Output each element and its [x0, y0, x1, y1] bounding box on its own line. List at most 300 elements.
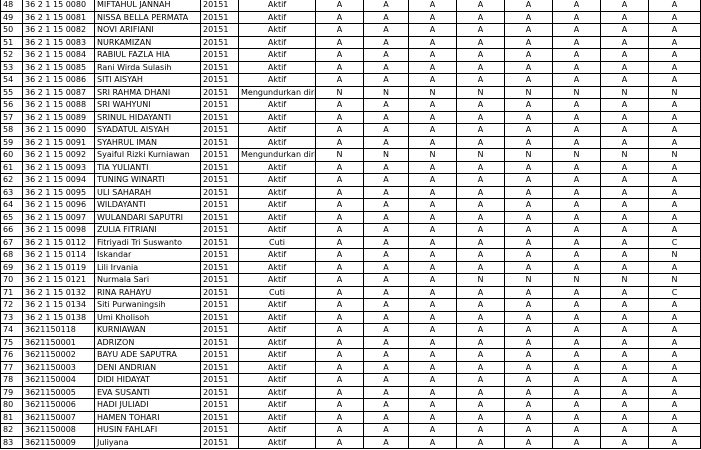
semester-status-cell: A [457, 99, 505, 112]
semester-status-cell: A [457, 399, 505, 412]
semester-status-cell: A [601, 361, 649, 374]
semester-status-cell: N [553, 86, 601, 99]
semester-status-cell: A [553, 186, 601, 199]
semester-status-cell: A [409, 399, 457, 412]
semester-status-cell: A [601, 211, 649, 224]
semester-status-cell: A [601, 161, 649, 174]
table-row [1, 99, 701, 112]
semester-status-cell: A [505, 324, 553, 337]
row-number: 55 [1, 86, 23, 99]
semester-status-cell: A [316, 336, 364, 349]
semester-status-cell: A [505, 61, 553, 74]
semester-status-cell: A [553, 411, 601, 424]
student-name: Fitriyadi Tri Suswanto [95, 236, 201, 249]
period-code: 20151 [201, 211, 239, 224]
semester-status-cell: A [316, 436, 364, 449]
semester-status-cell: A [409, 174, 457, 187]
semester-status-cell: A [457, 324, 505, 337]
semester-status-cell: A [457, 436, 505, 449]
semester-status-cell: A [364, 261, 409, 274]
period-code: 20151 [201, 24, 239, 37]
period-code: 20151 [201, 174, 239, 187]
row-number: 49 [1, 11, 23, 24]
semester-status-cell: A [409, 349, 457, 362]
period-code: 20151 [201, 286, 239, 299]
student-id: 36 2 1 15 0097 [23, 211, 95, 224]
semester-status-cell: A [316, 386, 364, 399]
table-row [1, 386, 701, 399]
student-name: HAMEN TOHARI [95, 411, 201, 424]
semester-status-cell: A [601, 311, 649, 324]
semester-status-cell: A [553, 386, 601, 399]
semester-status-cell: A [364, 386, 409, 399]
table-row [1, 349, 701, 362]
table-row [1, 274, 701, 287]
student-id: 36 2 1 15 0119 [23, 261, 95, 274]
table-row [1, 61, 701, 74]
student-status: Aktif [239, 399, 316, 412]
row-number: 77 [1, 361, 23, 374]
semester-status-cell: A [364, 374, 409, 387]
semester-status-cell: A [316, 224, 364, 237]
semester-status-cell: A [316, 61, 364, 74]
semester-status-cell: A [553, 161, 601, 174]
table-row [1, 324, 701, 337]
semester-status-cell: A [553, 374, 601, 387]
semester-status-cell: A [553, 236, 601, 249]
semester-status-cell: A [457, 49, 505, 62]
student-status: Aktif [239, 336, 316, 349]
semester-status-cell: A [409, 274, 457, 287]
semester-status-cell: A [316, 111, 364, 124]
student-status: Aktif [239, 174, 316, 187]
semester-status-cell: A [364, 236, 409, 249]
semester-status-cell: A [316, 136, 364, 149]
semester-status-cell: A [649, 399, 701, 412]
semester-status-cell: N [457, 274, 505, 287]
student-id: 36 2 1 15 0088 [23, 99, 95, 112]
semester-status-cell: A [601, 286, 649, 299]
semester-status-cell: A [505, 299, 553, 312]
semester-status-cell: A [601, 199, 649, 212]
semester-status-cell: A [364, 199, 409, 212]
semester-status-cell: A [409, 336, 457, 349]
semester-status-cell: A [553, 99, 601, 112]
semester-status-cell: A [316, 311, 364, 324]
student-id: 36 2 1 15 0084 [23, 49, 95, 62]
student-status: Aktif [239, 111, 316, 124]
table-row [1, 136, 701, 149]
semester-status-cell: A [409, 111, 457, 124]
semester-status-cell: A [457, 349, 505, 362]
semester-status-cell: A [364, 324, 409, 337]
student-name: HADI JULIADI [95, 399, 201, 412]
semester-status-cell: A [409, 99, 457, 112]
row-number: 56 [1, 99, 23, 112]
semester-status-cell: A [457, 74, 505, 87]
semester-status-cell: N [649, 149, 701, 162]
semester-status-cell: A [316, 411, 364, 424]
semester-status-cell: A [316, 274, 364, 287]
semester-status-cell: A [409, 0, 457, 11]
semester-status-cell: A [364, 24, 409, 37]
semester-status-cell: A [553, 49, 601, 62]
semester-status-cell: A [649, 386, 701, 399]
semester-status-cell: A [553, 436, 601, 449]
student-name: TUNING WINARTI [95, 174, 201, 187]
row-number: 80 [1, 399, 23, 412]
semester-status-cell: A [316, 424, 364, 437]
semester-status-cell: A [649, 374, 701, 387]
student-id: 36 2 1 15 0086 [23, 74, 95, 87]
semester-status-cell: N [409, 86, 457, 99]
period-code: 20151 [201, 74, 239, 87]
student-status: Aktif [239, 161, 316, 174]
row-number: 78 [1, 374, 23, 387]
period-code: 20151 [201, 36, 239, 49]
student-status: Aktif [239, 274, 316, 287]
semester-status-cell: N [649, 86, 701, 99]
semester-status-cell: A [649, 436, 701, 449]
student-name: SRI RAHMA DHANI [95, 86, 201, 99]
table-row [1, 86, 701, 99]
student-status: Aktif [239, 436, 316, 449]
period-code: 20151 [201, 49, 239, 62]
row-number: 74 [1, 324, 23, 337]
semester-status-cell: A [505, 99, 553, 112]
semester-status-cell: N [316, 149, 364, 162]
semester-status-cell: A [601, 36, 649, 49]
semester-status-cell: A [457, 424, 505, 437]
semester-status-cell: A [364, 11, 409, 24]
semester-status-cell: A [409, 136, 457, 149]
student-status: Aktif [239, 36, 316, 49]
student-id: 36 2 1 15 0087 [23, 86, 95, 99]
semester-status-cell: N [457, 149, 505, 162]
row-number: 82 [1, 424, 23, 437]
period-code: 20151 [201, 361, 239, 374]
semester-status-cell: A [505, 186, 553, 199]
semester-status-cell: A [601, 136, 649, 149]
semester-status-cell: A [553, 399, 601, 412]
period-code: 20151 [201, 311, 239, 324]
semester-status-cell: A [649, 336, 701, 349]
student-status: Aktif [239, 224, 316, 237]
semester-status-cell: A [505, 124, 553, 137]
student-id: 3621150003 [23, 361, 95, 374]
semester-status-cell: A [649, 11, 701, 24]
semester-status-cell: A [553, 174, 601, 187]
semester-status-cell: A [409, 124, 457, 137]
semester-status-cell: A [553, 211, 601, 224]
semester-status-cell: A [457, 386, 505, 399]
student-id: 3621150118 [23, 324, 95, 337]
table-row [1, 24, 701, 37]
student-id: 36 2 1 15 0082 [23, 24, 95, 37]
table-row [1, 149, 701, 162]
period-code: 20151 [201, 0, 239, 11]
student-status: Aktif [239, 0, 316, 11]
semester-status-cell: A [457, 224, 505, 237]
period-code: 20151 [201, 249, 239, 262]
semester-status-cell: A [457, 36, 505, 49]
semester-status-cell: A [409, 286, 457, 299]
semester-status-cell: N [505, 86, 553, 99]
semester-status-cell: A [409, 424, 457, 437]
semester-status-cell: A [457, 136, 505, 149]
semester-status-cell: C [649, 286, 701, 299]
semester-status-cell: A [601, 0, 649, 11]
period-code: 20151 [201, 61, 239, 74]
row-number: 67 [1, 236, 23, 249]
semester-status-cell: N [364, 149, 409, 162]
table-row [1, 49, 701, 62]
semester-status-cell: A [649, 111, 701, 124]
student-name: RINA RAHAYU [95, 286, 201, 299]
period-code: 20151 [201, 186, 239, 199]
period-code: 20151 [201, 136, 239, 149]
semester-status-cell: A [364, 0, 409, 11]
semester-status-cell: A [601, 24, 649, 37]
semester-status-cell: A [505, 261, 553, 274]
semester-status-cell: A [364, 274, 409, 287]
row-number: 76 [1, 349, 23, 362]
semester-status-cell: A [409, 436, 457, 449]
semester-status-cell: A [649, 49, 701, 62]
table-row [1, 261, 701, 274]
semester-status-cell: A [505, 49, 553, 62]
semester-status-cell: A [505, 199, 553, 212]
semester-status-cell: A [364, 61, 409, 74]
semester-status-cell: A [553, 299, 601, 312]
semester-status-cell: A [649, 61, 701, 74]
semester-status-cell: A [364, 74, 409, 87]
semester-status-cell: A [316, 99, 364, 112]
student-status: Aktif [239, 136, 316, 149]
row-number: 72 [1, 299, 23, 312]
student-id: 36 2 1 15 0093 [23, 161, 95, 174]
semester-status-cell: A [553, 111, 601, 124]
semester-status-cell: A [505, 174, 553, 187]
semester-status-cell: A [316, 49, 364, 62]
semester-status-cell: A [553, 0, 601, 11]
student-name: SRI WAHYUNI [95, 99, 201, 112]
semester-status-cell: A [364, 411, 409, 424]
semester-status-cell: A [601, 324, 649, 337]
semester-status-cell: A [505, 0, 553, 11]
student-id: 3621150006 [23, 399, 95, 412]
student-status: Aktif [239, 386, 316, 399]
table-row [1, 411, 701, 424]
student-name: DIDI HIDAYAT [95, 374, 201, 387]
semester-status-cell: A [316, 199, 364, 212]
semester-status-cell: A [601, 386, 649, 399]
student-id: 36 2 1 15 0094 [23, 174, 95, 187]
semester-status-cell: A [457, 286, 505, 299]
period-code: 20151 [201, 224, 239, 237]
semester-status-cell: A [457, 336, 505, 349]
table-row [1, 249, 701, 262]
semester-status-cell: A [649, 0, 701, 11]
semester-status-cell: A [364, 136, 409, 149]
semester-status-cell: A [649, 174, 701, 187]
semester-status-cell: A [505, 411, 553, 424]
semester-status-cell: A [364, 49, 409, 62]
semester-status-cell: A [457, 249, 505, 262]
semester-status-cell: A [601, 49, 649, 62]
row-number: 54 [1, 74, 23, 87]
semester-status-cell: A [457, 236, 505, 249]
semester-status-cell: A [364, 186, 409, 199]
student-name: Rani Wirda Sulasih [95, 61, 201, 74]
student-name: SITI AISYAH [95, 74, 201, 87]
semester-status-cell: A [316, 374, 364, 387]
student-id: 36 2 1 15 0085 [23, 61, 95, 74]
table-row [1, 36, 701, 49]
student-status: Aktif [239, 361, 316, 374]
semester-status-cell: A [505, 11, 553, 24]
row-number: 73 [1, 311, 23, 324]
student-id: 36 2 1 15 0132 [23, 286, 95, 299]
semester-status-cell: A [409, 211, 457, 224]
student-id: 3621150004 [23, 374, 95, 387]
row-number: 79 [1, 386, 23, 399]
semester-status-cell: A [601, 399, 649, 412]
period-code: 20151 [201, 324, 239, 337]
semester-status-cell: A [457, 174, 505, 187]
student-status: Aktif [239, 261, 316, 274]
student-name: NOVI ARIFIANI [95, 24, 201, 37]
semester-status-cell: A [457, 111, 505, 124]
student-name: SYAHRUL IMAN [95, 136, 201, 149]
semester-status-cell: N [601, 274, 649, 287]
table-row [1, 124, 701, 137]
table-row [1, 311, 701, 324]
semester-status-cell: A [364, 99, 409, 112]
semester-status-cell: A [601, 224, 649, 237]
table-row [1, 361, 701, 374]
period-code: 20151 [201, 111, 239, 124]
student-name: Siti Purwaningsih [95, 299, 201, 312]
semester-status-cell: A [649, 411, 701, 424]
semester-status-cell: A [553, 74, 601, 87]
table-row [1, 286, 701, 299]
table-row [1, 436, 701, 449]
semester-status-cell: A [364, 436, 409, 449]
semester-status-cell: A [316, 399, 364, 412]
semester-status-cell: A [316, 24, 364, 37]
row-number: 48 [1, 0, 23, 11]
table-row [1, 399, 701, 412]
semester-status-cell: A [457, 24, 505, 37]
semester-status-cell: A [601, 61, 649, 74]
semester-status-cell: A [409, 261, 457, 274]
period-code: 20151 [201, 11, 239, 24]
student-id: 36 2 1 15 0089 [23, 111, 95, 124]
row-number: 69 [1, 261, 23, 274]
semester-status-cell: A [649, 24, 701, 37]
semester-status-cell: A [553, 199, 601, 212]
semester-status-cell: A [553, 124, 601, 137]
period-code: 20151 [201, 349, 239, 362]
semester-status-cell: A [409, 11, 457, 24]
semester-status-cell: A [364, 211, 409, 224]
semester-status-cell: A [457, 186, 505, 199]
student-status: Aktif [239, 311, 316, 324]
semester-status-cell: A [316, 174, 364, 187]
table-row [1, 224, 701, 237]
row-number: 66 [1, 224, 23, 237]
semester-status-cell: A [409, 224, 457, 237]
semester-status-cell: A [553, 324, 601, 337]
table-body [1, 0, 701, 449]
semester-status-cell: A [316, 349, 364, 362]
semester-status-cell: A [649, 124, 701, 137]
student-id: 36 2 1 15 0112 [23, 236, 95, 249]
row-number: 59 [1, 136, 23, 149]
semester-status-cell: A [601, 174, 649, 187]
period-code: 20151 [201, 386, 239, 399]
semester-status-cell: A [601, 336, 649, 349]
student-status: Aktif [239, 424, 316, 437]
student-id: 36 2 1 15 0095 [23, 186, 95, 199]
semester-status-cell: A [505, 436, 553, 449]
table-row [1, 374, 701, 387]
semester-status-cell: N [649, 249, 701, 262]
student-name: KURNIAWAN [95, 324, 201, 337]
semester-status-cell: A [364, 399, 409, 412]
semester-status-cell: N [505, 274, 553, 287]
student-name: ADRIZON [95, 336, 201, 349]
semester-status-cell: A [409, 374, 457, 387]
semester-status-cell: A [553, 424, 601, 437]
semester-status-cell: A [364, 224, 409, 237]
semester-status-cell: A [316, 161, 364, 174]
student-status: Aktif [239, 349, 316, 362]
semester-status-cell: N [649, 274, 701, 287]
semester-status-cell: A [409, 186, 457, 199]
period-code: 20151 [201, 99, 239, 112]
student-name: WULANDARI SAPUTRI [95, 211, 201, 224]
row-number: 60 [1, 149, 23, 162]
student-name: Syaiful Rizki Kurniawan [95, 149, 201, 162]
student-status: Mengundurkan diri [239, 149, 316, 162]
student-name: TIA YULIANTI [95, 161, 201, 174]
semester-status-cell: A [649, 349, 701, 362]
table-row [1, 11, 701, 24]
student-status: Aktif [239, 299, 316, 312]
semester-status-cell: N [553, 274, 601, 287]
semester-status-cell: A [553, 336, 601, 349]
table-row [1, 186, 701, 199]
semester-status-cell: A [409, 49, 457, 62]
semester-status-cell: A [649, 299, 701, 312]
student-name: WILDAYANTI [95, 199, 201, 212]
table-row [1, 236, 701, 249]
student-status: Aktif [239, 411, 316, 424]
semester-status-cell: A [649, 199, 701, 212]
period-code: 20151 [201, 299, 239, 312]
student-id: 36 2 1 15 0134 [23, 299, 95, 312]
semester-status-cell: A [364, 311, 409, 324]
semester-status-cell: A [505, 349, 553, 362]
table-row [1, 211, 701, 224]
student-status: Aktif [239, 99, 316, 112]
student-name: Lili Irvania [95, 261, 201, 274]
semester-status-cell: A [505, 424, 553, 437]
semester-status-cell: A [409, 249, 457, 262]
semester-status-cell: N [553, 149, 601, 162]
